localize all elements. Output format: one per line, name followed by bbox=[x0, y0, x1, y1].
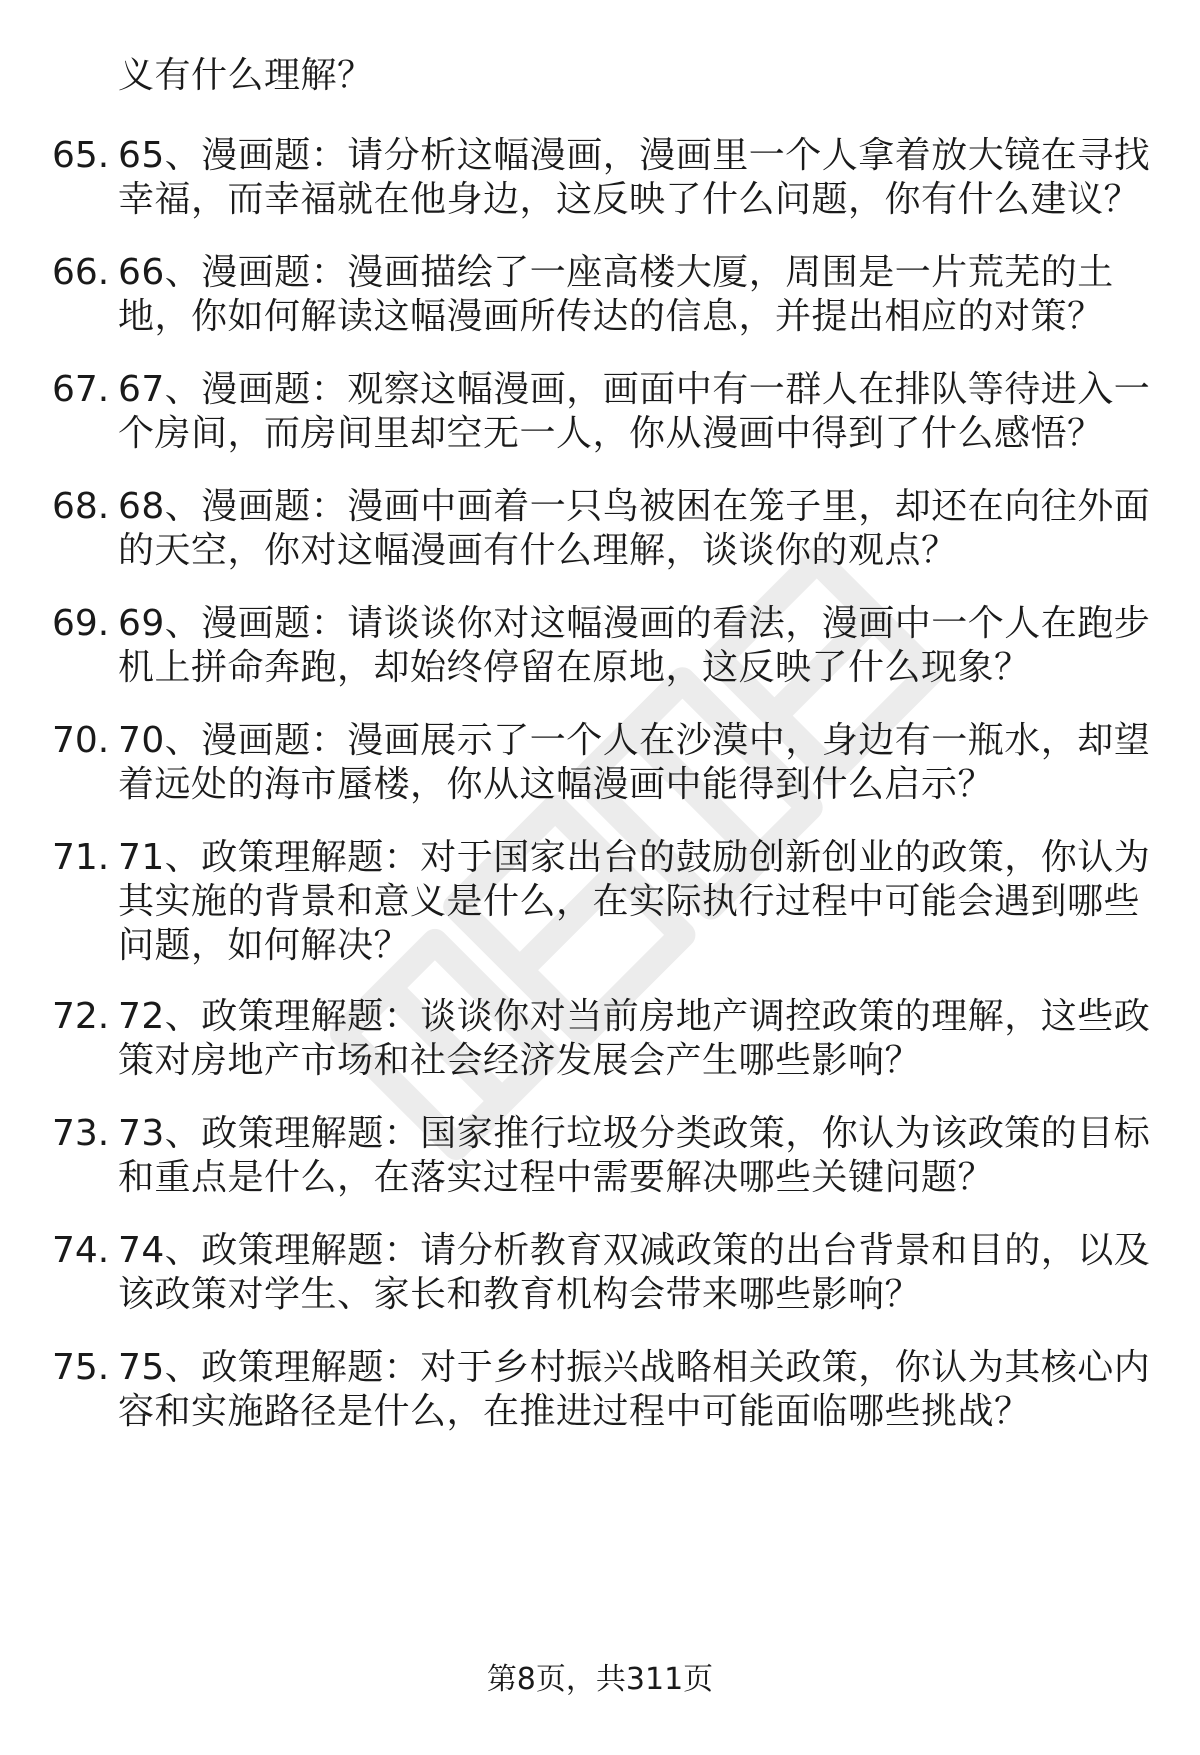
question-number: 72. bbox=[52, 996, 110, 1037]
question-text-line: 个房间，而房间里却空无一人，你从漫画中得到了什么感悟？ bbox=[118, 413, 1104, 454]
question-text-line: 容和实施路径是什么，在推进过程中可能面临哪些挑战？ bbox=[118, 1391, 1031, 1432]
question-text-line: 策对房地产市场和社会经济发展会产生哪些影响？ bbox=[118, 1040, 922, 1081]
question-text-line: 71、政策理解题：对于国家出台的鼓励创新创业的政策，你认为 bbox=[118, 837, 1151, 878]
question-text-line: 65、漫画题：请分析这幅漫画，漫画里一个人拿着放大镜在寻找 bbox=[118, 135, 1151, 176]
question-text-line: 地，你如何解读这幅漫画所传达的信息，并提出相应的对策？ bbox=[118, 296, 1104, 337]
question-text-line: 和重点是什么，在落实过程中需要解决哪些关键问题？ bbox=[118, 1157, 995, 1198]
question-number: 67. bbox=[52, 369, 110, 410]
question-number: 66. bbox=[52, 252, 110, 293]
page-footer: 第8页，共311页 bbox=[486, 1662, 714, 1697]
question-text-line: 73、政策理解题：国家推行垃圾分类政策，你认为该政策的目标 bbox=[118, 1113, 1151, 1154]
intro-continuation-line: 义有什么理解？ bbox=[118, 55, 374, 96]
question-text-line: 67、漫画题：观察这幅漫画，画面中有一群人在排队等待进入一 bbox=[118, 369, 1151, 410]
question-number: 73. bbox=[52, 1113, 110, 1154]
question-text-line: 幸福，而幸福就在他身边，这反映了什么问题，你有什么建议？ bbox=[118, 179, 1141, 220]
question-text-line: 的天空，你对这幅漫画有什么理解，谈谈你的观点？ bbox=[118, 530, 958, 571]
question-text-line: 69、漫画题：请谈谈你对这幅漫画的看法，漫画中一个人在跑步 bbox=[118, 603, 1151, 644]
question-text-line: 72、政策理解题：谈谈你对当前房地产调控政策的理解，这些政 bbox=[118, 996, 1151, 1037]
question-text-line: 其实施的背景和意义是什么，在实际执行过程中可能会遇到哪些 bbox=[118, 881, 1141, 922]
question-text-line: 75、政策理解题：对于乡村振兴战略相关政策，你认为其核心内 bbox=[118, 1347, 1151, 1388]
question-number: 74. bbox=[52, 1230, 110, 1271]
question-number: 69. bbox=[52, 603, 110, 644]
question-number: 75. bbox=[52, 1347, 110, 1388]
question-text-line: 问题，如何解决？ bbox=[118, 925, 411, 966]
question-number: 68. bbox=[52, 486, 110, 527]
question-text-line: 68、漫画题：漫画中画着一只鸟被困在笼子里，却还在向往外面 bbox=[118, 486, 1151, 527]
question-number: 71. bbox=[52, 837, 110, 878]
question-text-line: 机上拼命奔跑，却始终停留在原地，这反映了什么现象？ bbox=[118, 647, 1031, 688]
question-text-line: 66、漫画题：漫画描绘了一座高楼大厦，周围是一片荒芜的土 bbox=[118, 252, 1114, 293]
question-text-line: 该政策对学生、家长和教育机构会带来哪些影响？ bbox=[118, 1274, 922, 1315]
question-text-line: 着远处的海市蜃楼，你从这幅漫画中能得到什么启示？ bbox=[118, 764, 995, 805]
question-number: 65. bbox=[52, 135, 110, 176]
question-text-line: 70、漫画题：漫画展示了一个人在沙漠中，身边有一瓶水，却望 bbox=[118, 720, 1151, 761]
question-text-line: 74、政策理解题：请分析教育双减政策的出台背景和目的，以及 bbox=[118, 1230, 1151, 1271]
question-number: 70. bbox=[52, 720, 110, 761]
